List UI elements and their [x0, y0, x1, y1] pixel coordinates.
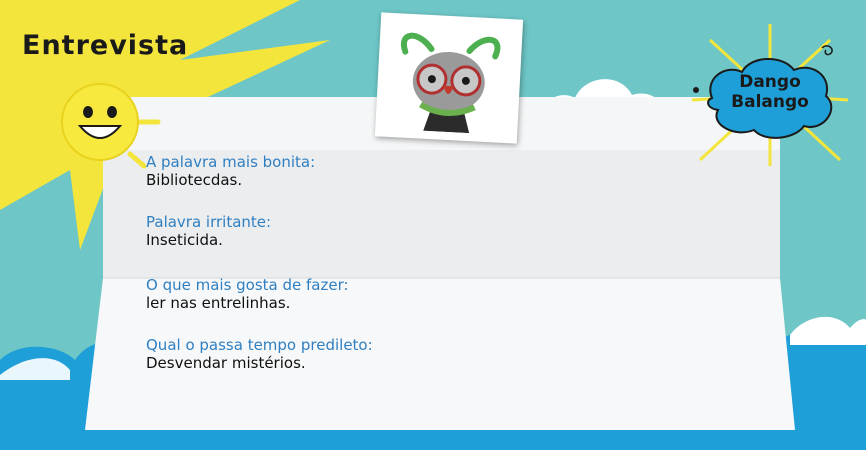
sun-face: [42, 60, 158, 184]
question-text: Qual o passa tempo predileto:: [146, 336, 373, 354]
brand-line1: Dango: [739, 72, 801, 92]
interview-item: [146, 153, 315, 189]
question-text: Palavra irritante:: [146, 213, 272, 231]
answer-text: Desvendar mistérios.: [146, 354, 306, 372]
question-text: O que mais gosta de fazer:: [146, 276, 349, 294]
character-photo: [375, 12, 523, 143]
brand-line2: Balango: [731, 92, 809, 112]
interview-item: [146, 276, 349, 312]
answer-text: ler nas entrelinhas.: [146, 294, 291, 312]
interview-item: [146, 213, 271, 249]
paper-sheet: [85, 97, 795, 430]
brand-logo: [690, 20, 850, 170]
character-illustration: [383, 21, 514, 135]
answer-text: Inseticida.: [146, 231, 223, 249]
answer-text: Bibliotecdas.: [146, 171, 243, 189]
question-text: A palavra mais bonita:: [146, 153, 316, 171]
bottom-cloud-right-white: [790, 317, 866, 345]
interview-item: [146, 336, 373, 372]
page-title: Entrevista: [22, 30, 189, 61]
